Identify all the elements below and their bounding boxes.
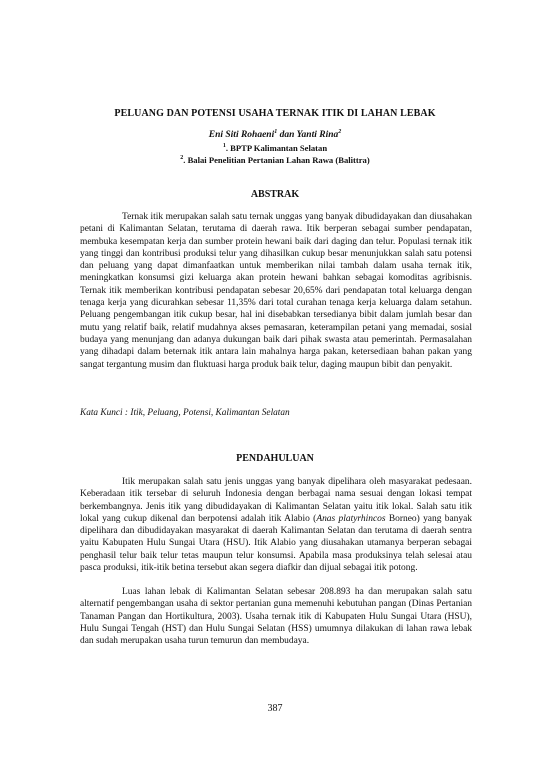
abstract-paragraph: Ternak itik merupakan salah satu ternak unggas yang banyak dibudidayakan dan diusahakan petani di Kalimantan Selatan, terutama di daerah rawa. Itik berperan sebagai sumber pendapatan, membuka kesempatan kerja dan sumber protein hewani baik dari daging dan telur. Populasi ternak itik yang tinggi dan kontribusi produksi telur yang dihasilkan cukup besar menunjukkan salah satu potensi dan peluang yang dapat dimanfaatkan untuk memberikan nilai tambah dalam usaha ternak itik, meningkatkan konsumsi gizi keluarga akan protein hewani bahkan sebagai komoditas agribisnis. Ternak itik memberikan kontribusi pendapatan sebesar 20,65% dari pendapatan total keluarga dengan tenaga kerja yang dicurahkan sebesar 11,35% dari total curahan tenaga kerja keluarga dalam setahun. Peluang pengembangan itik cukup besar, hal ini disebabkan tersedianya bibit dalam jumlah besar dan mutu yang relatif baik, relatif mudahnya akses pemasaran, keterampilan petani yang memadai, sosial budaya yang menunjang dan adanya dukungan baik dari pihak swasta atau pemerintah. Permasalahan yang dihadapi dalam beternak itik antara lain mahalnya harga pakan, ketersediaan bahan pakan yang sangat tergantung musim dan fluktuasi harga produk baik telur, daging maupun bibit dan penyakit.	[80, 212, 472, 370]
body-paragraph	[80, 476, 472, 574]
paper-title: PELUANG DAN POTENSI USAHA TERNAK ITIK DI LAHAN LEBAK	[114, 108, 436, 119]
author-line	[0, 130, 550, 140]
author-name: Eni Siti Rohaeni	[208, 130, 275, 140]
affiliation-text: . Balai Penelitian Pertanian Lahan Rawa (Balittra)	[183, 155, 370, 165]
author-conjunction: dan	[277, 130, 297, 140]
affiliation-text: . BPTP Kalimantan Selatan	[225, 143, 328, 153]
section-heading-introduction: PENDAHULUAN	[236, 453, 314, 464]
affiliation-superscript: 2	[180, 155, 184, 162]
species-name: Anas platyrhincos	[316, 513, 386, 524]
body-paragraph: Luas lahan lebak di Kalimantan Selatan sebesar 208.893 ha dan merupakan salah satu alternatif pengembangan usaha di sektor pertanian guna memenuhi kebutuhan pangan (Dinas Pertanian Tanaman Pangan dan Hortikultura, 2003). Usaha ternak itik di Kabupaten Hulu Sungai Utara (HSU), Hulu Sungai Tengah (HST) dan Hulu Sungai Selatan (HSS) umumnya dilakukan di lahan rawa lebak dan sudah merupakan usaha turun temurun dan membudaya.	[80, 587, 472, 647]
affiliation	[0, 155, 550, 165]
author-name: Yanti Rina	[296, 130, 339, 140]
page-number: 387	[267, 703, 283, 714]
affiliation-superscript: 1	[222, 143, 226, 150]
author-superscript: 1	[274, 128, 278, 135]
abstract-heading: ABSTRAK	[250, 189, 300, 200]
affiliation	[0, 143, 550, 153]
paragraph-text: Itik merupakan salah satu jenis unggas yang banyak dipelihara oleh masyarakat pedesaan. Keberadaan itik tersebar di seluruh Indonesia dengan berbagai nama sesuai dengan lokasi tempat berkembangnya. Jenis itik yang dibudidayakan di Kalimantan Selatan yaitu itik lokal. Salah satu itik lokal yang cukup dikenal dan berpotensi adalah itik Alabio (	[80, 477, 472, 524]
keywords-line: Kata Kunci : Itik, Peluang, Potensi, Kalimantan Selatan	[80, 408, 290, 418]
author-superscript: 2	[338, 128, 342, 135]
paragraph-text: Borneo) yang banyak dipelihara dan dibudidayakan masyarakat di daerah Kalimantan Selatan dan terutama di daerah sentra yaitu Kabupaten Hulu Sungai Utara (HSU). Itik Alabio yang diusahakan utamanya berperan sebagai penghasil telur baik telur tetas maupun telur konsumsi. Apabila masa produksinya telah selesai atau pasca produksi, itik-itik betina tersebut akan segera diafkir dan dijual sebagai itik potong.	[80, 513, 472, 574]
